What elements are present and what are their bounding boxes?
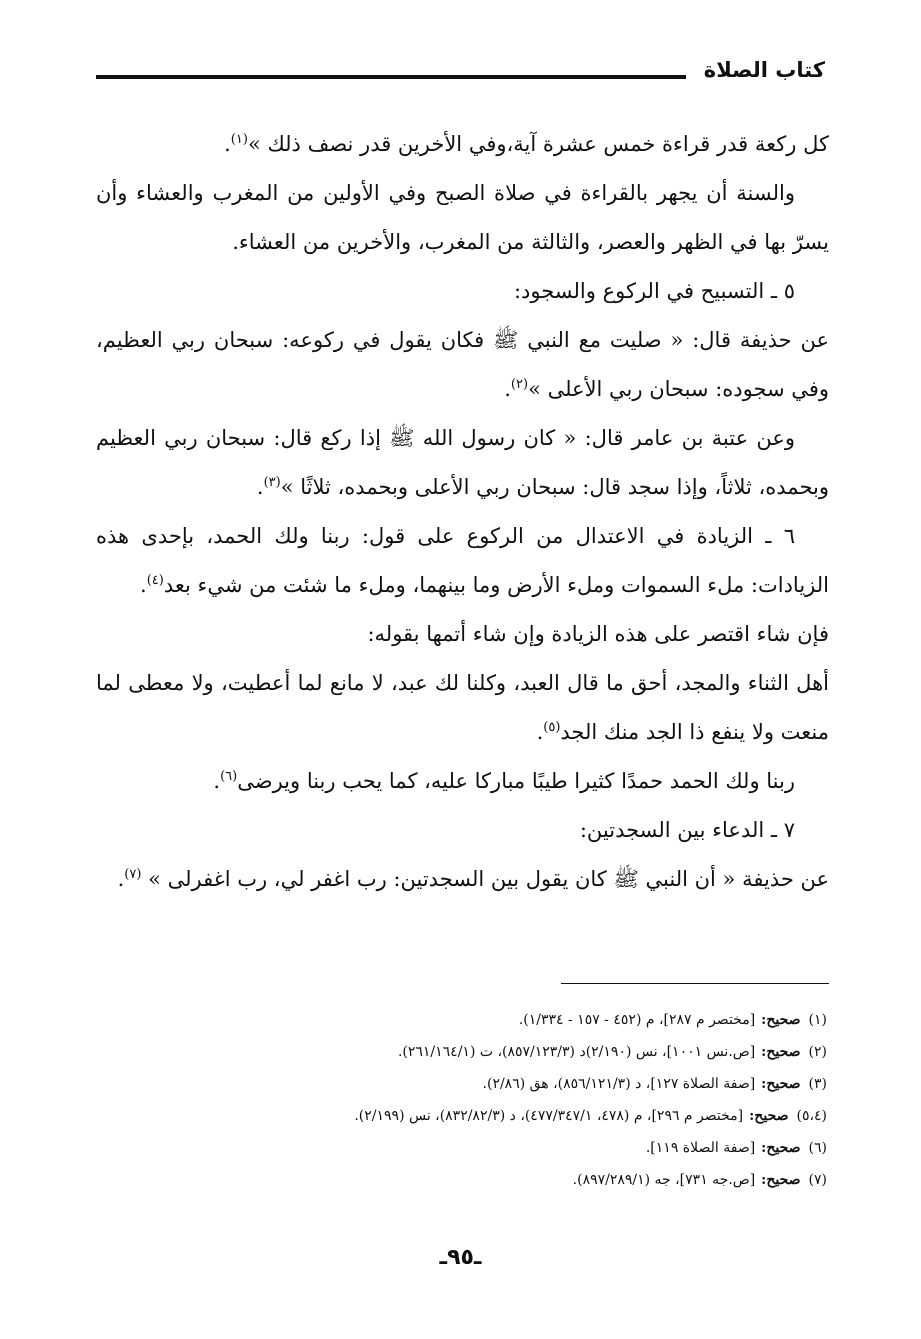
footnote-ref-5: (٥) (543, 720, 561, 735)
footnote-7: (٧)صحيح:[ص.جه ٧٣١]، جه (٨٩٧/٢٨٩/١). (572, 1172, 827, 1188)
footnote-4-5: (٥،٤)صحيح:[مختصر م ٢٩٦]، م (٤٧٨، ٤٧٧/٣٤٧/١)، د (٨٣٢/٨٢/٣)، نس (٢/١٩٩). (354, 1108, 827, 1124)
paragraph-9: عن حذيفة « أن النبي ﷺ كان يقول بين السجدتين: رب اغفر لي، رب اغفرلى » $^{(٧)}$. (117, 867, 829, 891)
footnote-ref-1: (١) (230, 132, 248, 147)
heading-5: ٥ ـ التسبيح في الركوع والسجود: (513, 279, 795, 303)
footnote-ref-2: (٢) (510, 377, 529, 392)
paragraph-2: والسنة أن يجهر بالقراءة في صلاة الصبح وفي الأولين من المغرب والعشاء وأن يسرّ بها في الظهر والعصر، والثالثة من المغرب، والأخرين من العشاء. (96, 181, 829, 254)
footnote-ref-3: (٣) (263, 475, 281, 490)
paragraph-7: أهل الثناء والمجد، أحق ما قال العبد، وكلنا لك عبد، لا مانع لما أعطيت، ولا معطى لما منعت ولا ينفع ذا الجد منك الجد$^{(٥)}$. (96, 671, 829, 744)
paragraph-8: ربنا ولك الحمد حمدًا كثيرا طيبًا مباركا عليه، كما يحب ربنا ويرضى$^{(٦)}$. (213, 769, 795, 793)
heading-7: ٧ ـ الدعاء بين السجدتين: (579, 818, 795, 842)
footnote-6: (٦)صحيح:[صفة الصلاة ١١٩]. (645, 1140, 827, 1156)
paragraph-1: كل ركعة قدر قراءة خمس عشرة آية،وفي الأخرين قدر نصف ذلك »$^{(١)}$. (224, 132, 829, 156)
footnote-ref-6: (٦) (220, 769, 238, 784)
running-header (96, 50, 825, 90)
footnotes (110, 1004, 827, 1196)
paragraph-5: ٦ ـ الزيادة في الاعتدال من الركوع على قول: ربنا ولك الحمد، بإحدى هذه الزيادات: ملء السموات وملء الأرض وما بينهما، وملء ما شئت من شيء بعد$^{(٤)}$. (96, 524, 829, 597)
footnote-3: (٣)صحيح:[صفة الصلاة ١٢٧]، د (٨٥٦/١٢١/٣)، هق (٢/٨٦). (482, 1076, 827, 1092)
footnote-1: (١)صحيح:[مختصر م ٢٨٧]، م (٤٥٢ - ١٥٧ - ١/٣٣٤). (518, 1012, 827, 1028)
footnote-separator (561, 983, 829, 984)
footnote-ref-4: (٤) (146, 573, 164, 588)
main-text (96, 120, 829, 904)
footnote-2: (٢)صحيح:[ص.نس ١٠٠١]، نس (٢/١٩٠)د (٨٥٧/١٢٣/٣)، ت (٢٦١/١٦٤/١). (397, 1044, 827, 1060)
footnote-ref-7: (٧) (124, 867, 142, 882)
header-rule (96, 75, 686, 79)
chapter-title: كتاب الصلاة (703, 58, 825, 82)
page-number: ـ٩٥ـ (439, 1245, 482, 1270)
paragraph-4: وعن عتبة بن عامر قال: « كان رسول الله ﷺ إذا ركع قال: سبحان ربي العظيم وبحمده، ثلاثاً، وإذا سجد قال: سبحان ربي الأعلى وبحمده، ثلاثًا »$^{(٣)}$. (96, 426, 829, 499)
paragraph-6: فإن شاء اقتصر على هذه الزيادة وإن شاء أتمها بقوله: (367, 622, 829, 646)
paragraph-3: عن حذيفة قال: « صليت مع النبي ﷺ فكان يقول في ركوعه: سبحان ربي العظيم، وفي سجوده: سبحان ربي الأعلى »$^{(٢)}$. (96, 328, 829, 401)
